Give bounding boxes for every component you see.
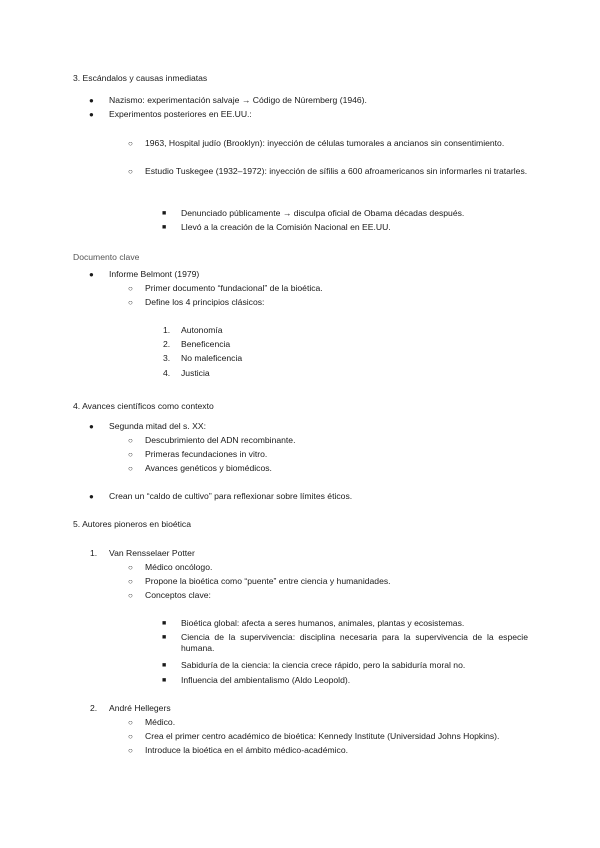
list-item: Sabiduría de la ciencia: la ciencia crece rápido, pero la sabiduría moral no. <box>181 660 466 670</box>
list-item: Primer documento “fundacional” de la bioética. <box>145 283 323 293</box>
list-item: Llevó a la creación de la Comisión Nacional en EE.UU. <box>181 222 391 232</box>
circle-marker: ○ <box>128 464 133 473</box>
document-heading: Documento clave <box>73 252 140 262</box>
number-marker: 3. <box>163 353 171 363</box>
list-item: Conceptos clave: <box>145 590 211 600</box>
circle-marker: ○ <box>128 732 133 741</box>
square-marker: ■ <box>162 677 167 684</box>
list-item: Médico. <box>145 717 176 727</box>
circle-marker: ○ <box>128 450 133 459</box>
list-item: Denunciado públicamente → disculpa oficial de Obama décadas después. <box>181 208 465 218</box>
list-item: Ciencia de la supervivencia: disciplina necesaria para la supervivencia de la especie humana. <box>181 632 528 653</box>
list-item: 1963, Hospital judío (Brooklyn): inyección de células tumorales a ancianos sin consentimiento. <box>145 138 505 148</box>
list-item: Segunda mitad del s. XX: <box>109 421 206 431</box>
square-marker: ■ <box>162 662 167 669</box>
number-marker: 2. <box>90 703 98 713</box>
circle-marker: ○ <box>128 591 133 600</box>
section-4-heading: 4. Avances científicos como contexto <box>73 401 214 411</box>
circle-marker: ○ <box>128 167 133 176</box>
principle-item: Autonomía <box>181 325 223 335</box>
bullet-marker: ● <box>89 270 94 279</box>
list-item: Crean un “caldo de cultivo” para reflexionar sobre límites éticos. <box>109 491 353 501</box>
list-item: Influencia del ambientalismo (Aldo Leopold). <box>181 675 351 685</box>
list-item: Propone la bioética como “puente” entre ciencia y humanidades. <box>145 576 391 586</box>
circle-marker: ○ <box>128 139 133 148</box>
author-name: André Hellegers <box>109 703 171 713</box>
principle-item: Beneficencia <box>181 339 231 349</box>
principle-item: No maleficencia <box>181 353 243 363</box>
square-marker: ■ <box>162 634 167 641</box>
list-item: Informe Belmont (1979) <box>109 269 200 279</box>
list-item: Médico oncólogo. <box>145 562 213 572</box>
bullet-marker: ● <box>89 110 94 119</box>
list-item: Define los 4 principios clásicos: <box>145 297 265 307</box>
circle-marker: ○ <box>128 577 133 586</box>
bullet-marker: ● <box>89 422 94 431</box>
section-3-heading: 3. Escándalos y causas inmediatas <box>73 73 208 83</box>
number-marker: 1. <box>163 325 171 335</box>
list-item: Introduce la bioética en el ámbito médico-académico. <box>145 745 349 755</box>
list-item: Primeras fecundaciones in vitro. <box>145 449 268 459</box>
number-marker: 1. <box>90 548 98 558</box>
circle-marker: ○ <box>128 746 133 755</box>
author-name: Van Rensselaer Potter <box>109 548 195 558</box>
list-item: Experimentos posteriores en EE.UU.: <box>109 109 252 119</box>
bullet-marker: ● <box>89 96 94 105</box>
square-marker: ■ <box>162 620 167 627</box>
list-item: Nazismo: experimentación salvaje → Código de Núremberg (1946). <box>109 95 367 105</box>
square-marker: ■ <box>162 210 167 217</box>
circle-marker: ○ <box>128 284 133 293</box>
list-item: Avances genéticos y biomédicos. <box>145 463 272 473</box>
number-marker: 2. <box>163 339 171 349</box>
bullet-marker: ● <box>89 492 94 501</box>
square-marker: ■ <box>162 224 167 231</box>
list-item: Crea el primer centro académico de bioética: Kennedy Institute (Universidad Johns Hopkins). <box>145 731 500 741</box>
circle-marker: ○ <box>128 718 133 727</box>
principle-item: Justicia <box>181 368 210 378</box>
circle-marker: ○ <box>128 563 133 572</box>
list-item: Descubrimiento del ADN recombinante. <box>145 435 296 445</box>
section-5-heading: 5. Autores pioneros en bioética <box>73 519 192 529</box>
list-item: Bioética global: afecta a seres humanos, animales, plantas y ecosistemas. <box>181 618 465 628</box>
circle-marker: ○ <box>128 436 133 445</box>
number-marker: 4. <box>163 368 171 378</box>
list-item: Estudio Tuskegee (1932–1972): inyección de sífilis a 600 afroamericanos sin informarles ni tratarles. <box>145 166 528 176</box>
circle-marker: ○ <box>128 298 133 307</box>
